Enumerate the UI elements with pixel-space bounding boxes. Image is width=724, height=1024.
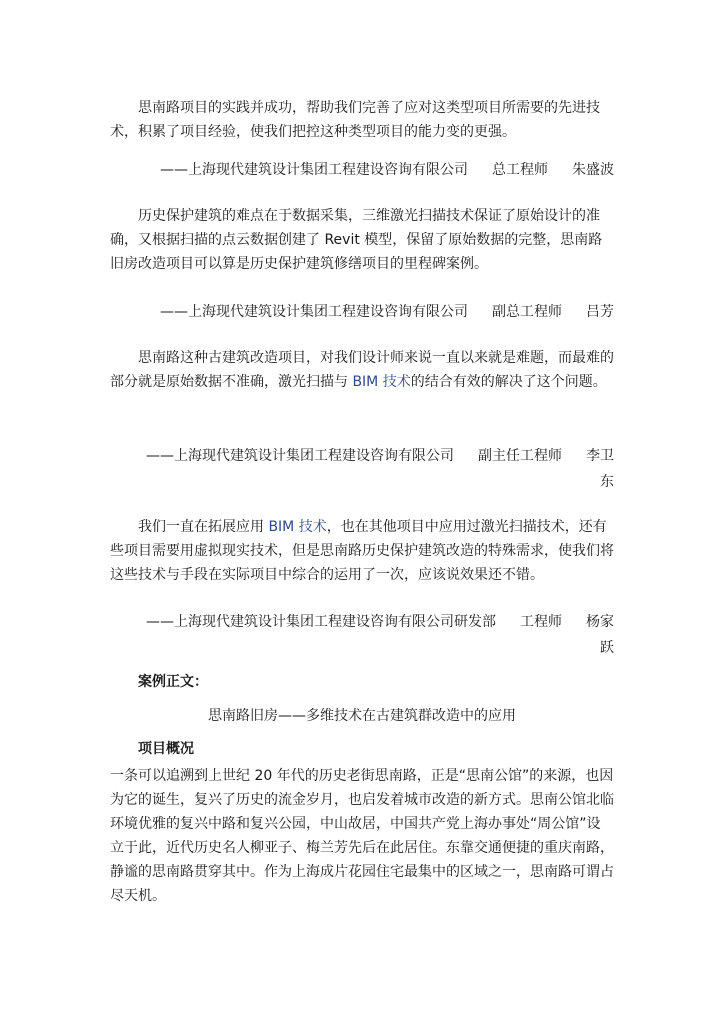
testimonial-2-quote: 历史保护建筑的难点在于数据采集，三维激光扫描技术保证了原始设计的准确，又根据扫描的点云数据创建了 Revit 模型，保留了原始数据的完整，思南路旧房改造项目可以算是历史保护建筑修缮项目的里程碑案例。 — [110, 208, 603, 272]
testimonial-4-quote-text: 我们一直在拓展应用 — [138, 519, 269, 535]
testimonial-2-company: ——上海现代建筑设计集团工程建设咨询有限公司 — [160, 304, 468, 320]
testimonial-3-name-1: 李卫 — [586, 448, 614, 464]
overview-body: 一条可以追溯到上世纪 20 年代的历史老街思南路，正是“思南公馆”的来源，也因为它的诞生，复兴了历史的流金岁月，也启发着城市改造的新方式。思南公馆北临环境优雅的复兴中路和复兴公园，中山故居，中国共产党上海办事处“周公馆”设立于此，近代历史名人柳亚子、梅兰芳先后在此居住。东靠交通便捷的重庆南路，静谧的思南路贯穿其中。作为上海成片花园住宅最集中的区域之一，思南路可谓占尽天机。 — [110, 768, 614, 904]
testimonial-4-quote — [110, 515, 614, 587]
testimonial-2-name: 吕芳 — [586, 304, 614, 320]
testimonial-4-quote-text-end: ，也在其他项目中应用过激光扫描技术，还有些项目需要用虚拟现实技术，但是思南路历史保护建筑改造的特殊需求，使我们将这些技术与手段在实际项目中综合的运用了一次，应该说效果还不错。 — [110, 519, 614, 583]
testimonial-2-signature — [160, 300, 614, 324]
overview-heading: 项目概况 — [138, 741, 194, 757]
testimonial-3-quote — [110, 346, 614, 394]
bim-link-2[interactable]: BIM 技术 — [268, 519, 327, 535]
testimonial-1-signature — [160, 158, 614, 182]
testimonial-3-company: ——上海现代建筑设计集团工程建设咨询有限公司 — [146, 448, 454, 464]
testimonial-1-name: 朱盛波 — [572, 162, 614, 178]
case-heading: 案例正文： — [138, 674, 208, 690]
testimonial-4-name-1: 杨家 — [586, 614, 614, 630]
testimonial-3-name-2: 东 — [600, 474, 614, 490]
testimonial-3-signature — [146, 444, 614, 468]
testimonial-4-title: 工程师 — [520, 614, 562, 630]
testimonial-4-company: ——上海现代建筑设计集团工程建设咨询有限公司研发部 — [146, 614, 496, 630]
testimonial-3-quote-text: 思南路这种古建筑改造项目，对我们设计师来说一直以来就是难题，而最难的部分就是原始数据不准确，激光扫描与 — [110, 350, 614, 390]
testimonial-3-title: 副主任工程师 — [478, 448, 562, 464]
bim-link[interactable]: BIM 技术 — [352, 374, 411, 390]
testimonial-1-company: ——上海现代建筑设计集团工程建设咨询有限公司 — [160, 162, 468, 178]
testimonial-4-name-2: 跃 — [600, 640, 614, 656]
testimonial-1-title: 总工程师 — [492, 162, 548, 178]
testimonial-2-title: 副总工程师 — [492, 304, 562, 320]
testimonial-3-quote-text-end: 的结合有效的解决了这个问题。 — [410, 374, 607, 390]
case-title: 思南路旧房——多维技术在古建筑群改造中的应用 — [208, 708, 516, 724]
testimonial-4-signature — [146, 610, 614, 634]
testimonial-1-quote: 思南路项目的实践并成功，帮助我们完善了应对这类型项目所需要的先进技术，积累了项目经验，使我们把控这种类型项目的能力变的更强。 — [110, 100, 600, 140]
